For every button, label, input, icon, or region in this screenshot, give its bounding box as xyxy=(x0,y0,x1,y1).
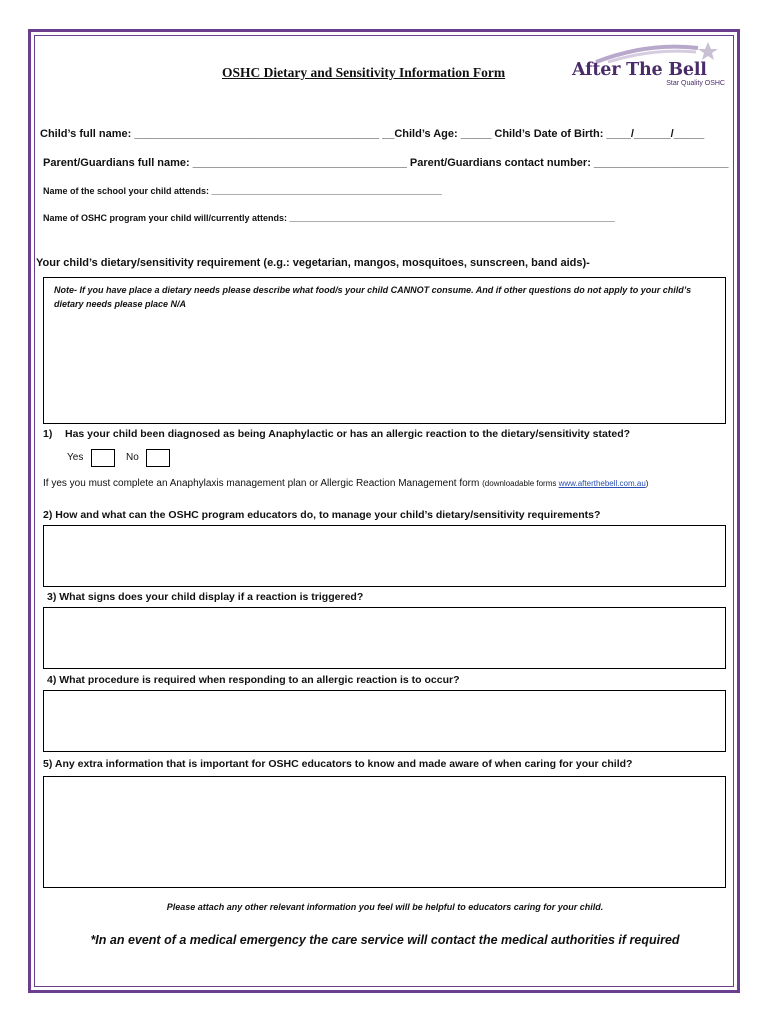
attach-note: Please attach any other relevant information you feel will be helpful to educators caring for your child. xyxy=(166,902,604,912)
q2-answer-box[interactable] xyxy=(43,525,726,587)
after-the-bell-logo xyxy=(568,40,728,92)
q3-question: 3) What signs does your child display if a reaction is triggered? xyxy=(47,591,364,603)
q4-question: 4) What procedure is required when responding to an allergic reaction is to occur? xyxy=(47,674,460,686)
child-details-line[interactable]: Child’s full name: ________________________________________ __Child’s Age: _____ Child’s Date of Birth: ____/______/_____ xyxy=(40,128,705,140)
followup-text: If yes you must complete an Anaphylaxis management plan or Allergic Reaction Management form xyxy=(43,478,480,489)
requirement-textbox[interactable] xyxy=(43,277,726,424)
yes-checkbox[interactable] xyxy=(91,449,115,467)
requirement-note: Note- If you have place a dietary needs please describe what food/s your child CANNOT consume. And if other questions do not apply to your child’s dietary needs please place N/A xyxy=(54,285,692,309)
q4-answer-box[interactable] xyxy=(43,690,726,752)
download-suffix: ) xyxy=(645,479,649,488)
download-prefix: (downloadable forms xyxy=(482,479,559,488)
yes-label: Yes xyxy=(67,452,84,463)
q2-question: 2) How and what can the OSHC program educators do, to manage your child’s dietary/sensitivity requirements? xyxy=(43,509,601,521)
website-link[interactable]: www.afterthebell.com.au xyxy=(558,479,646,488)
requirement-label: Your child’s dietary/sensitivity requirement (e.g.: vegetarian, mangos, mosquitoes, sunscreen, band aids)- xyxy=(36,257,590,269)
no-checkbox[interactable] xyxy=(146,449,170,467)
q1-number: 1) xyxy=(43,428,53,440)
no-label: No xyxy=(126,452,139,463)
q5-answer-box[interactable] xyxy=(43,776,726,888)
q1-question: Has your child been diagnosed as being Anaphylactic or has an allergic reaction to the dietary/sensitivity stated? xyxy=(65,428,631,440)
q5-question: 5) Any extra information that is important for OSHC educators to know and made aware of when caring for your child? xyxy=(43,758,633,770)
form-title: OSHC Dietary and Sensitivity Information Form xyxy=(222,65,506,80)
school-name-line[interactable]: Name of the school your child attends: ______________________________________________ xyxy=(43,186,442,196)
logo-name: After The Bell xyxy=(572,60,707,80)
logo-tagline: Star Quality OSHC xyxy=(666,80,725,87)
anaphylaxis-followup xyxy=(43,478,648,489)
parent-details-line[interactable]: Parent/Guardians full name: ___________________________________ Parent/Guardians contact number: ______________________ xyxy=(43,157,729,169)
q3-answer-box[interactable] xyxy=(43,607,726,669)
oshc-program-line[interactable]: Name of OSHC program your child will/currently attends: _________________________________________________________________ xyxy=(43,213,615,223)
emergency-note: *In an event of a medical emergency the care service will contact the medical authorities if required xyxy=(90,933,680,947)
